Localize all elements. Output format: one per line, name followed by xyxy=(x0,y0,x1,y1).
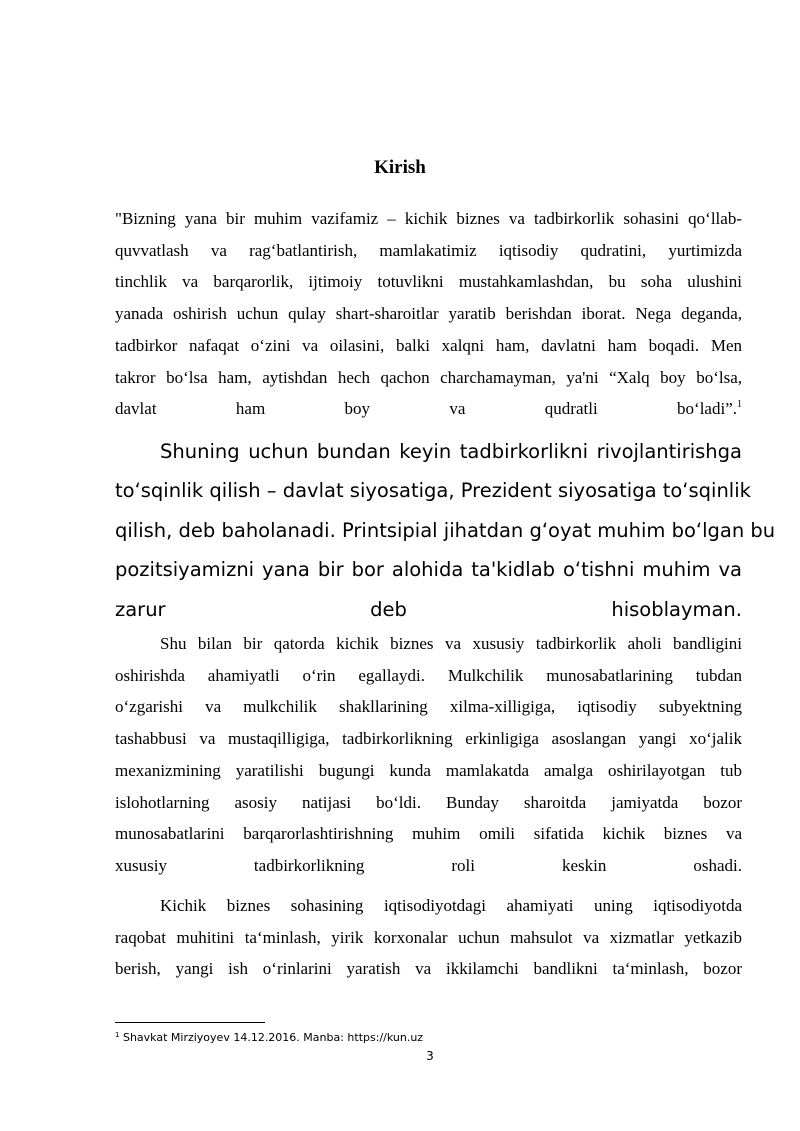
text-line: tashabbusi va mustaqilligiga, tadbirkorlikning erkinligiga asoslangan yangi xo‘jalik xyxy=(115,729,742,749)
text-line: quvvatlash va rag‘batlantirish, mamlakatimiz iqtisodiy qudratini, yurtimizda xyxy=(115,240,742,260)
footnote-separator xyxy=(115,1022,265,1023)
text-line: xususiy tadbirkorlikning roli keskin oshadi. xyxy=(115,855,742,875)
text-line: islohotlarning asosiy natijasi bo‘ldi. Bunday sharoitda jamiyatda bozor xyxy=(115,792,742,812)
text-line-last xyxy=(115,393,742,425)
text-line: "Bizning yana bir muhim vazifamiz – kichik biznes va tadbirkorlik sohasini qo‘llab- xyxy=(115,209,742,228)
text-line: raqobat muhitini ta‘minlash, yirik korxonalar uchun mahsulot va xizmatlar yetkazib xyxy=(115,927,742,947)
text-line: berish, yangi ish o‘rinlarini yaratish va ikkilamchi bandlikni ta‘minlash, bozor xyxy=(115,959,742,979)
text-line-content: davlat ham boy va qudratli bo‘ladi”. xyxy=(115,399,737,419)
paragraph-body xyxy=(115,890,742,985)
footnote-marker: 1 xyxy=(115,1031,120,1039)
text-line: yanada oshirish uchun qulay shart-sharoitlar yaratib berishdan iborat. Nega deganda, xyxy=(115,304,742,324)
footnote-text: Shavkat Mirziyoyev 14.12.2016. Manba: https://kun.uz xyxy=(122,1031,424,1044)
text-line: oshirishda ahamiyatli o‘rin egallaydi. Mulkchilik munosabatlarining tubdan xyxy=(115,665,742,685)
page-title: Kirish xyxy=(374,157,426,178)
paragraph-emphasis xyxy=(115,432,776,629)
text-line: zarur deb hisoblayman. xyxy=(115,597,742,621)
text-line: mexanizmining yaratilishi bugungi kunda mamlakatda amalga oshirilayotgan tub xyxy=(115,760,742,780)
text-line: munosabatlarini barqarorlashtirishning muhim omili sifatida kichik biznes va xyxy=(115,824,742,844)
text-line: tinchlik va barqarorlik, ijtimoiy totuvlikni mustahkamlashdan, bu soha ulushini xyxy=(115,272,742,292)
text-line: Kichik biznes sohasining iqtisodiyotdagi ahamiyati uning iqtisodiyotda xyxy=(160,896,742,915)
text-line: pozitsiyamizni yana bir bor alohida ta'kidlab o‘tishni muhim va xyxy=(115,558,742,582)
page-number: 3 xyxy=(426,1049,434,1063)
text-line: o‘zgarishi va mulkchilik shakllarining xilma-xilligiga, iqtisodiy subyektning xyxy=(115,697,742,717)
paragraph-quote xyxy=(115,203,742,425)
text-line: qilish, deb baholanadi. Printsipial jihatdan g‘oyat muhim bo‘lgan bu xyxy=(115,518,776,542)
text-line: tadbirkor nafaqat o‘zini va oilasini, balki xalqni ham, davlatni ham boqadi. Men xyxy=(115,335,742,355)
text-line: to‘sqinlik qilish – davlat siyosatiga, Prezident siyosatiga to‘sqinlik xyxy=(115,479,751,503)
paragraph-body xyxy=(115,628,742,882)
footnote xyxy=(115,1031,423,1044)
footnote-reference[interactable]: 1 xyxy=(737,399,742,411)
text-line: Shuning uchun bundan keyin tadbirkorlikni rivojlantirishga xyxy=(160,440,742,463)
text-line: Shu bilan bir qatorda kichik biznes va xususiy tadbirkorlik aholi bandligini xyxy=(160,634,742,653)
text-line: takror bo‘lsa ham, aytishdan hech qachon charchamayman, ya'ni “Xalq boy bo‘lsa, xyxy=(115,367,742,387)
